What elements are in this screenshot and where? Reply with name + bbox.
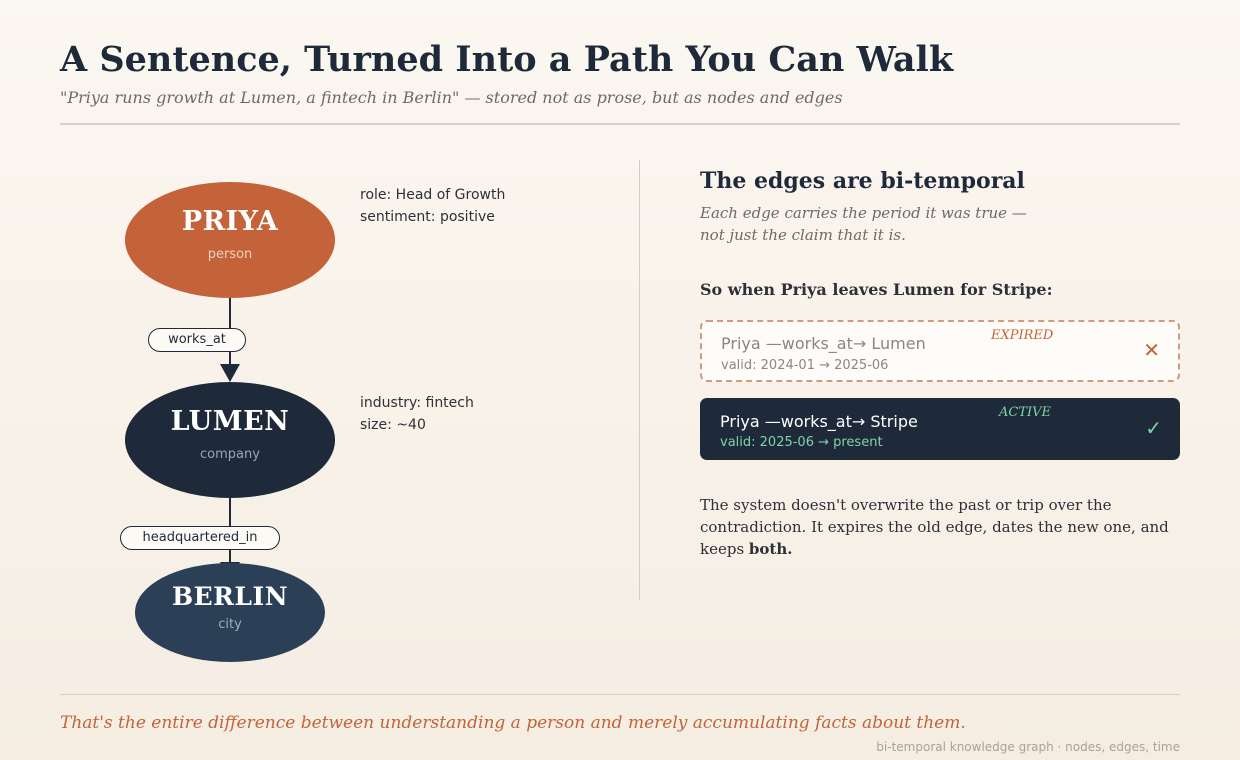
node-berlin[interactable] <box>135 563 325 662</box>
edge-label-works-at[interactable]: works_at <box>148 328 246 352</box>
footer-quote: That's the entire difference between understanding a person and merely accumulating facts about them. <box>60 713 966 733</box>
knowledge-graph <box>0 0 640 690</box>
node-priya[interactable] <box>125 182 335 298</box>
panel-subheading <box>700 202 1120 246</box>
panel-subheading-line: Each edge carries the period it was true — <box>700 204 1027 222</box>
page-title: A Sentence, Turned Into a Path You Can Walk <box>60 39 954 80</box>
property-size: size: ~40 <box>360 417 426 433</box>
scenario-label: So when Priya leaves Lumen for Stripe: <box>700 280 1053 299</box>
edge-arrowhead-works-at <box>220 364 240 382</box>
page-subtitle: "Priya runs growth at Lumen, a fintech in Berlin" — stored not as prose, but as nodes and edges <box>60 88 843 107</box>
node-name: LUMEN <box>170 406 290 437</box>
edge-statement: Priya —works_at→ Stripe <box>720 412 918 431</box>
panel-subheading-line: not just the claim that it is. <box>700 226 906 244</box>
column-divider <box>639 160 640 600</box>
explanation-emphasis: both. <box>748 540 793 558</box>
explanation-main: The system doesn't overwrite the past or trip over the contradiction. It expires the old edge, dates the new one, and keeps <box>700 496 1169 558</box>
node-name: BERLIN <box>171 582 289 611</box>
status-badge-expired: EXPIRED <box>991 328 1054 343</box>
property-sentiment: sentiment: positive <box>360 209 495 225</box>
node-name: PRIYA <box>181 206 279 237</box>
status-badge-active: ACTIVE <box>999 405 1052 420</box>
node-type: company <box>200 447 260 462</box>
active-edge-card[interactable] <box>700 398 1180 460</box>
check-icon: ✓ <box>1145 416 1162 440</box>
validity-period: valid: 2024-01 → 2025-06 <box>721 358 889 373</box>
node-lumen[interactable] <box>125 382 335 498</box>
expired-edge-card[interactable] <box>700 320 1180 382</box>
edge-label-headquartered-in[interactable]: headquartered_in <box>120 526 280 550</box>
property-role: role: Head of Growth <box>360 187 506 203</box>
node-type: city <box>218 617 242 632</box>
close-icon: ✕ <box>1143 338 1160 362</box>
property-industry: industry: fintech <box>360 395 474 411</box>
footer-credit: bi-temporal knowledge graph · nodes, edges, time <box>876 740 1180 754</box>
node-properties-priya <box>360 184 505 228</box>
node-properties-lumen <box>360 392 474 436</box>
validity-period: valid: 2025-06 → present <box>720 435 883 450</box>
explanation-text <box>700 494 1170 560</box>
footer-divider <box>60 694 1180 695</box>
node-type: person <box>207 247 253 262</box>
panel-heading: The edges are bi-temporal <box>700 168 1025 194</box>
edge-statement: Priya —works_at→ Lumen <box>721 334 926 353</box>
